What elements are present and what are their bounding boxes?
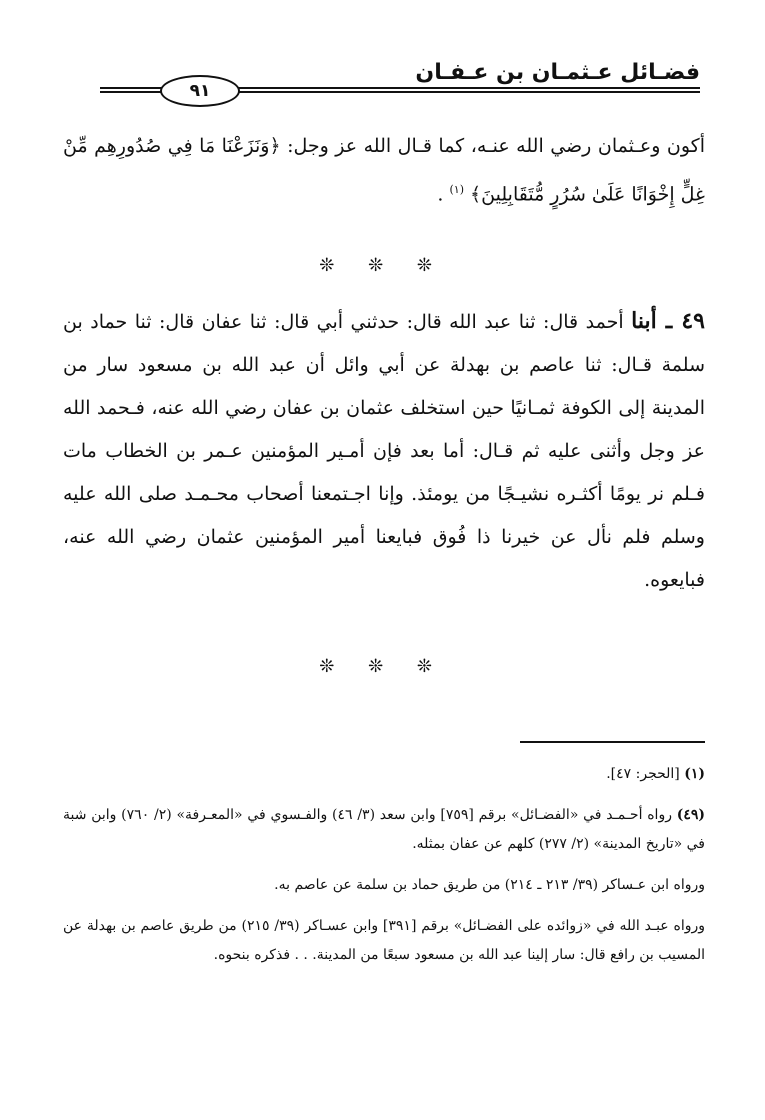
- footnote-text: ورواه ابن عـساكر (٣٩/ ٢١٣ ـ ٢١٤) من طريق حماد بن سلمة عن عاصم به.: [274, 877, 705, 893]
- footnote-text: رواه أحـمـد في «الفضـائل» برقم [٧٥٩] وابن سعد (٣/ ٤٦) والفـسوي في «المعـرفة» (٢/ ٧٦٠) وابن شبة في «تاريخ المدينة» (٢/ ٢٧٧) كلهم عن عفان بمثله.: [63, 807, 705, 852]
- footnote-number: (٤٩): [676, 807, 706, 823]
- paragraph-continuation: [63, 125, 705, 216]
- footnote: [63, 801, 705, 859]
- footnotes: [63, 760, 705, 982]
- footnote: [63, 760, 705, 789]
- footnote-number: (١): [684, 766, 705, 782]
- footnote-reference: (١): [449, 183, 464, 196]
- section-separator: ❊ ❊ ❊: [319, 656, 446, 677]
- hadith-paragraph: [63, 300, 705, 602]
- footnote-divider: [520, 741, 705, 743]
- page-number: ٩١: [160, 75, 240, 107]
- hadith-text: أحمد قال: ثنا عبد الله قال: حدثني أبي قال: ثنا عفان قال: ثنا حماد بن سلمة قـال: ثنا عاصم بن بهدلة عن أبي وائل أن عبد الله بن مسعود سار من المدينة إلى الكوفة ثمـانيًا حين استخلف عثمان بن عفان رضي الله عنه، فـحمد الله عز وجل وأثنى عليه ثم قـال: أما بعد فإن أمـير المؤمنين عـمر بن الخطاب مات فـلم نر يومًا أكثـره نشيـجًا من يومئذ. وإنا اجـتمعنا أصحاب محـمـد صلى الله عليه وسلم فلم نأل عن خيرنا ذا فُوق فبايعنا أمير المؤمنين عثمان رضي الله عنه، فبايعوه.: [63, 311, 705, 591]
- running-title: فضـائل عـثمـان بن عـفـان: [415, 60, 700, 85]
- footnote: [63, 912, 705, 970]
- section-separator: ❊ ❊ ❊: [319, 255, 446, 276]
- footnote-text: ورواه عبـد الله في «زوائده على الفضـائل» برقم [٣٩١] وابن عسـاكر (٣٩/ ٢١٥) من طريق عاصم بن بهدلة عن المسيب بن رافع قال: سار إلينا عبد الله بن مسعود سبعًا من المدينة. . . فذكره بنحوه.: [63, 918, 705, 963]
- paragraph-end: .: [437, 183, 444, 206]
- footnote: [63, 871, 705, 900]
- page-header: [100, 56, 700, 106]
- entry-number: ٤٩ ـ أبنا: [631, 308, 705, 334]
- footnote-text: [الحجر: ٤٧].: [606, 766, 680, 782]
- paragraph-text: أكون وعـثمان رضي الله عنـه، كما قـال الله عز وجل: ﴿وَنَزَعْنَا مَا فِي صُدُورِهِم مِّنْ غِلٍّ إِخْوَانًا عَلَىٰ سُرُرٍ مُّتَقَابِلِينَ﴾: [63, 135, 705, 206]
